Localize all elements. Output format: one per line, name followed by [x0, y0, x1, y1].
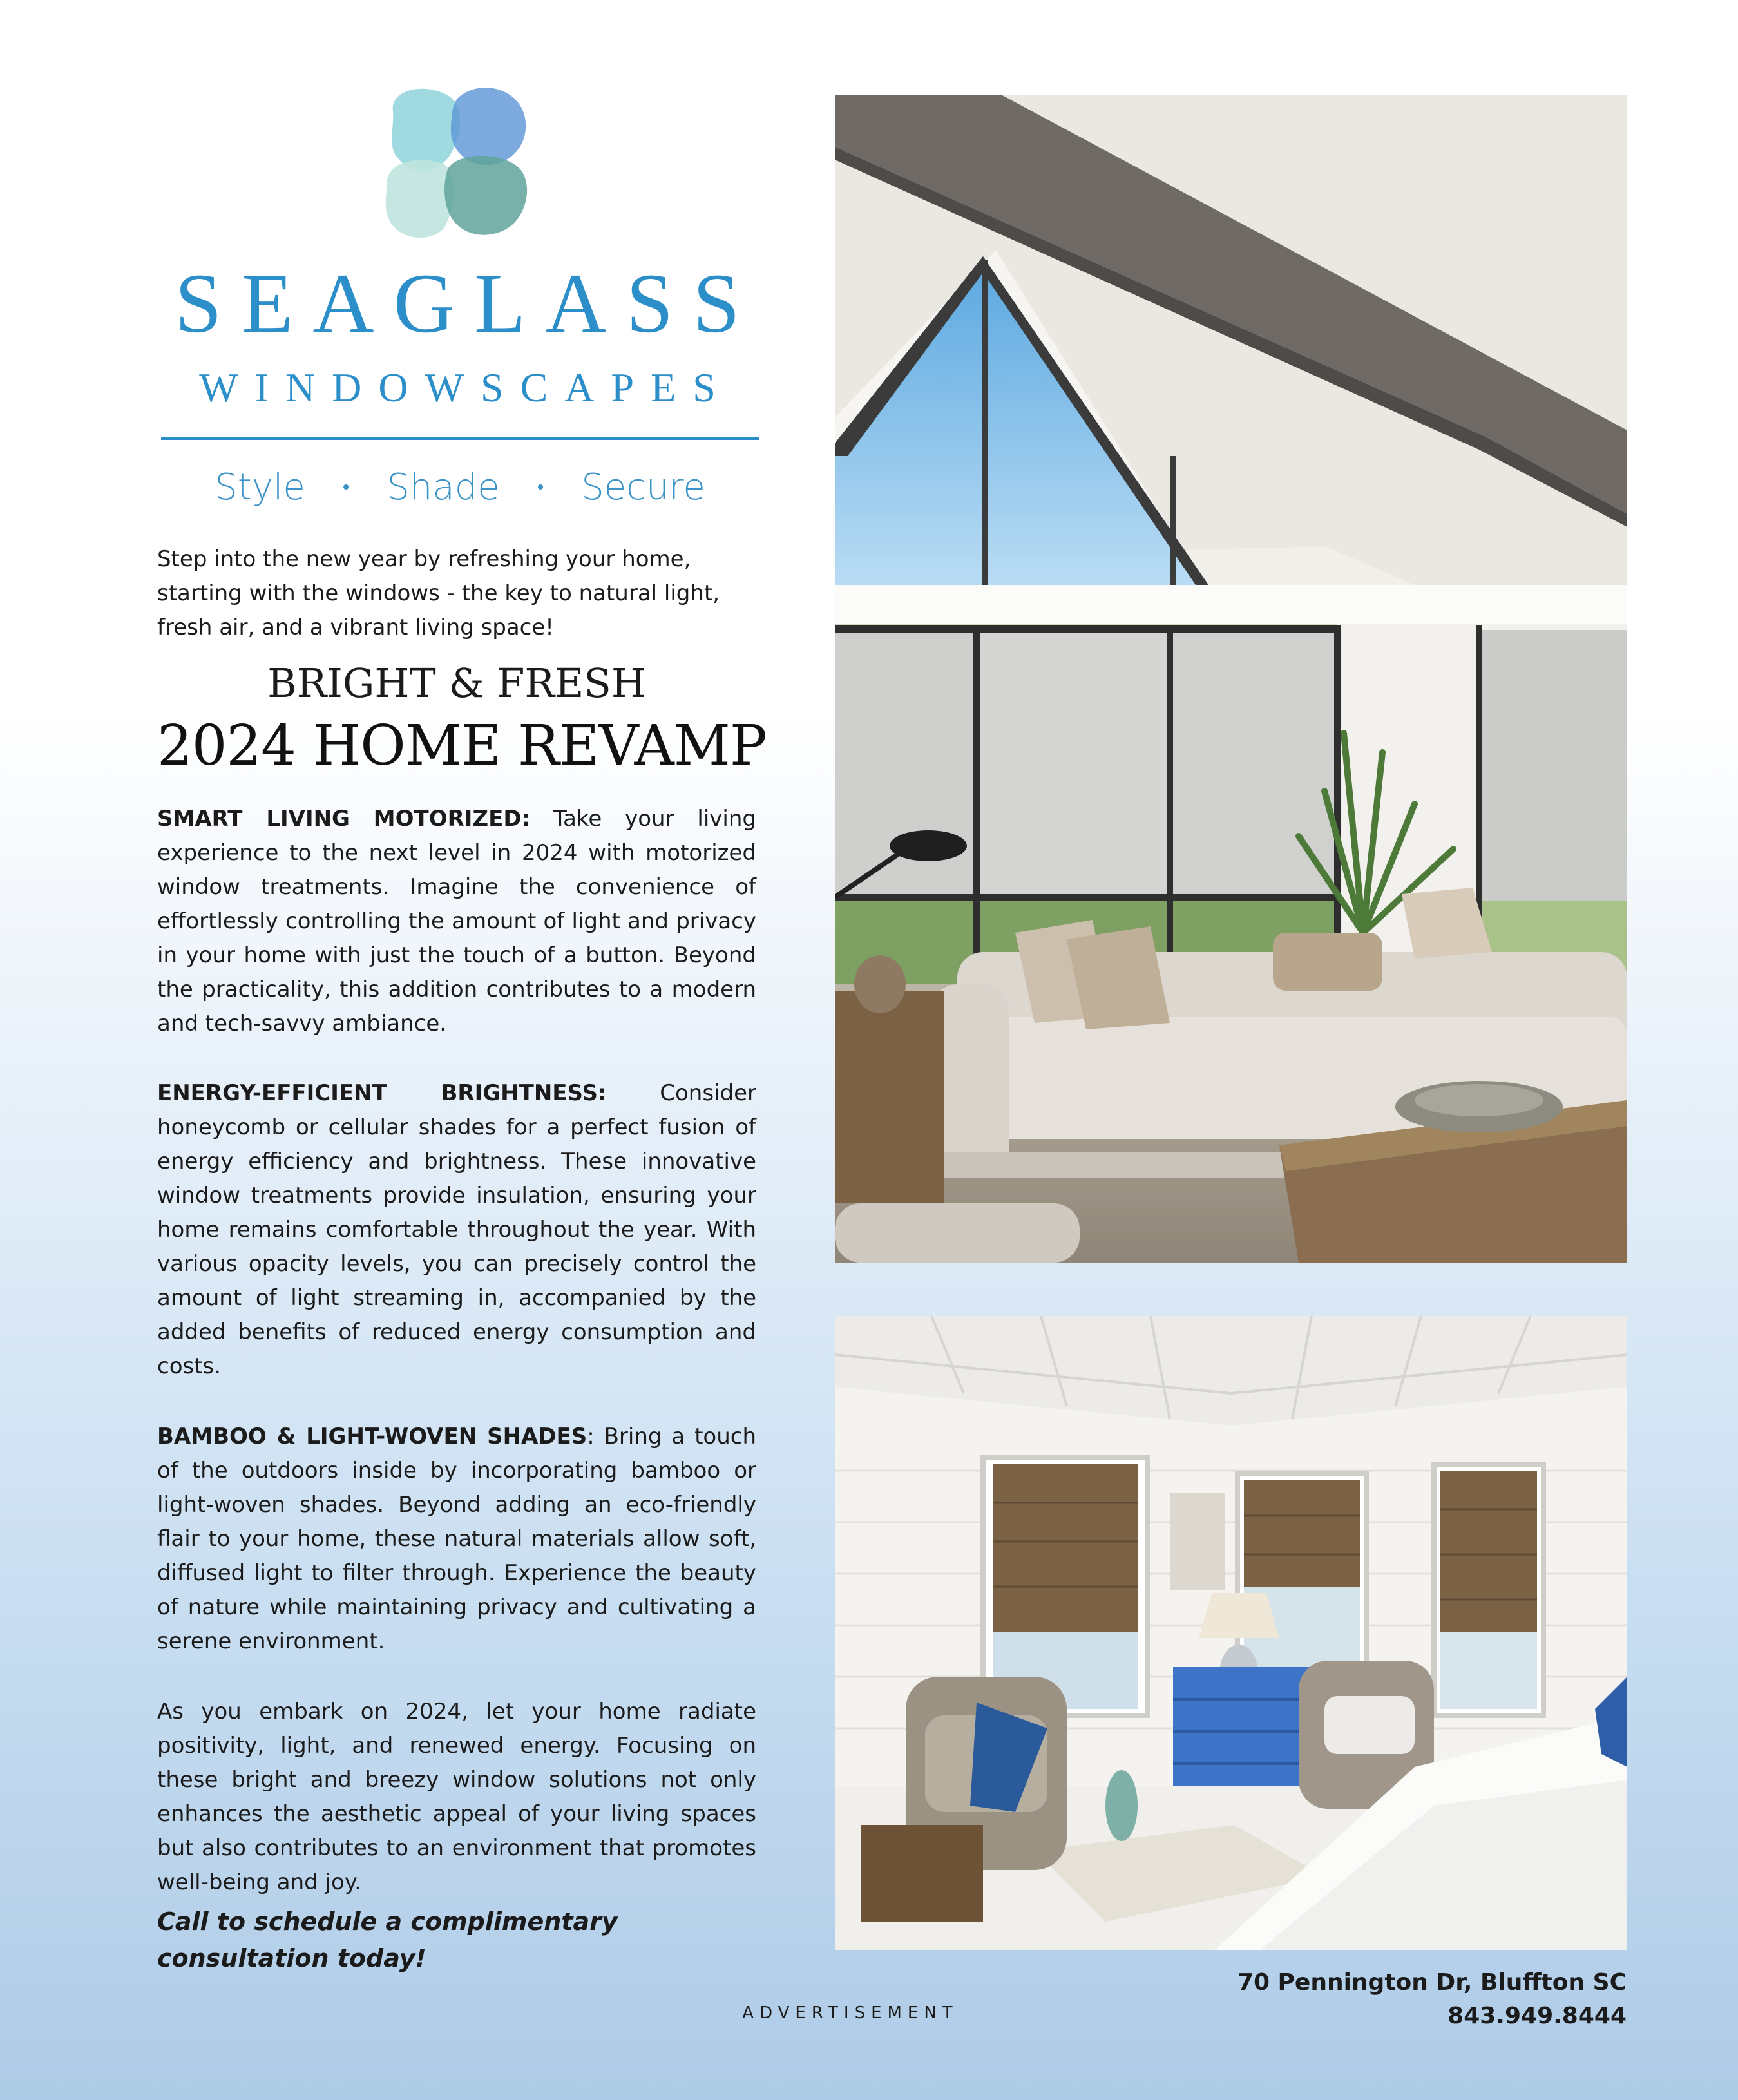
section-lead: BAMBOO & LIGHT-WOVEN SHADES — [157, 1424, 587, 1449]
tagline — [161, 461, 759, 513]
tagline-shade: Shade — [387, 466, 500, 508]
call-to-action: Call to schedule a complimentary consultation today! — [157, 1907, 618, 1972]
headline-line-1: BRIGHT & FRESH — [267, 660, 646, 707]
phone-text: 843.949.8444 — [1447, 2003, 1627, 2029]
section-text: Take your living experience to the next level in 2024 with motorized window treatments. Imagine the convenience of effortlessly controlling the amount of light and privacy in your home with just the touch of a button. Beyond the practicality, this addition contributes to a modern and tech-savvy ambiance. — [157, 806, 756, 1036]
section-lead: SMART LIVING MOTORIZED: — [157, 806, 531, 832]
tagline-separator: • — [537, 475, 544, 499]
section-text: : Bring a touch of the outdoors inside by incorporating bamboo or light-woven shades. Beyond adding an eco-friendly flair to your home, these natural materials allow soft, diffused light to filter through. Experience the beauty of nature while maintaining privacy and cultivating a serene environment. — [157, 1424, 756, 1654]
brand-name: SEAGLASS — [175, 256, 759, 350]
section-energy-efficient — [157, 1076, 756, 1384]
seaglass-petals-logo-icon — [380, 82, 541, 243]
intro-paragraph: Step into the new year by refreshing your home, starting with the windows - the key to natural light, fresh air, and a vibrant living space! — [157, 546, 720, 640]
tagline-secure: Secure — [581, 466, 705, 508]
headline-line-2: 2024 HOME REVAMP — [157, 714, 767, 778]
brand-subtitle: WINDOWSCAPES — [199, 365, 732, 410]
tagline-style: Style — [215, 466, 305, 508]
advertisement-label: ADVERTISEMENT — [742, 2003, 959, 2023]
bedroom-woven-shades-photo — [835, 1316, 1627, 1950]
section-smart-living — [157, 802, 756, 1041]
closing-paragraph: As you embark on 2024, let your home radiate positivity, light, and renewed energy. Focusing on these bright and breezy window solutions not only enhances the aesthetic appeal of your living spaces but also contributes to an environment that promotes well-being and joy. — [157, 1699, 756, 1895]
section-bamboo-shades — [157, 1420, 756, 1659]
tagline-separator: • — [342, 475, 350, 499]
address-text: 70 Pennington Dr, Bluffton SC — [1237, 1969, 1627, 1996]
living-room-roller-shades-photo — [835, 95, 1627, 1263]
contact-block — [1095, 1966, 1627, 2033]
section-lead: ENERGY-EFFICIENT BRIGHTNESS: — [157, 1080, 607, 1106]
section-text: Consider honeycomb or cellular shades for a perfect fusion of energy efficiency and brightness. These innovative window treatments provide insulation, ensuring your home remains comfortable throughout the year. With various opacity levels, you can precisely control the amount of light streaming in, accompanied by the added benefits of reduced energy consumption and costs. — [157, 1080, 756, 1379]
brand-divider — [161, 437, 759, 440]
